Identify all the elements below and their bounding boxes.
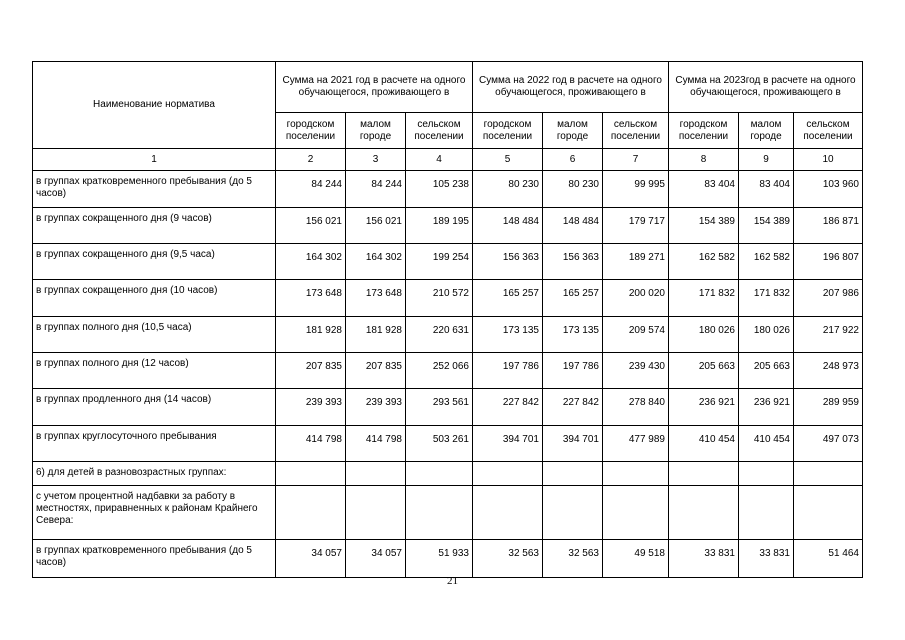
value-cell: 173 135 xyxy=(473,317,543,353)
value-cell: 33 831 xyxy=(739,540,794,578)
value-cell: 105 238 xyxy=(406,171,473,208)
row-name-cell: в группах полного дня (10,5 часа) xyxy=(33,317,276,353)
value-cell: 503 261 xyxy=(406,426,473,462)
value-cell: 49 518 xyxy=(603,540,669,578)
value-cell: 252 066 xyxy=(406,353,473,389)
value-cell: 207 835 xyxy=(346,353,406,389)
column-number: 4 xyxy=(406,149,473,171)
value-cell: 209 574 xyxy=(603,317,669,353)
value-cell: 165 257 xyxy=(543,280,603,317)
column-number: 1 xyxy=(33,149,276,171)
table-row xyxy=(33,426,863,462)
value-cell xyxy=(794,486,863,540)
table-row xyxy=(33,171,863,208)
value-cell: 80 230 xyxy=(543,171,603,208)
column-number: 8 xyxy=(669,149,739,171)
value-cell: 148 484 xyxy=(543,208,603,244)
value-cell: 84 244 xyxy=(276,171,346,208)
column-number: 6 xyxy=(543,149,603,171)
value-cell: 164 302 xyxy=(276,244,346,280)
value-cell: 156 363 xyxy=(473,244,543,280)
value-cell: 477 989 xyxy=(603,426,669,462)
value-cell: 171 832 xyxy=(739,280,794,317)
column-number: 7 xyxy=(603,149,669,171)
value-cell: 181 928 xyxy=(346,317,406,353)
value-cell: 32 563 xyxy=(473,540,543,578)
row-name-cell: в группах кратковременного пребывания (до 5 часов) xyxy=(33,171,276,208)
header-group-2021: Сумма на 2021 год в расчете на одного обучающегося, проживающего в xyxy=(276,62,473,113)
value-cell: 414 798 xyxy=(276,426,346,462)
value-cell xyxy=(473,486,543,540)
row-name-cell: 6) для детей в разновозрастных группах: xyxy=(33,462,276,486)
value-cell: 207 986 xyxy=(794,280,863,317)
header-name-cell: Наименование норматива xyxy=(33,62,276,149)
value-cell: 154 389 xyxy=(669,208,739,244)
table-row xyxy=(33,462,863,486)
value-cell: 51 464 xyxy=(794,540,863,578)
subcol-small-town: малом городе xyxy=(543,113,603,149)
value-cell: 148 484 xyxy=(473,208,543,244)
table-row xyxy=(33,486,863,540)
value-cell: 165 257 xyxy=(473,280,543,317)
value-cell: 205 663 xyxy=(739,353,794,389)
value-cell: 84 244 xyxy=(346,171,406,208)
normative-table xyxy=(32,61,863,578)
value-cell: 410 454 xyxy=(739,426,794,462)
value-cell: 173 648 xyxy=(346,280,406,317)
column-number: 9 xyxy=(739,149,794,171)
row-name-cell: в группах сокращенного дня (9 часов) xyxy=(33,208,276,244)
value-cell xyxy=(669,462,739,486)
value-cell xyxy=(669,486,739,540)
value-cell: 239 430 xyxy=(603,353,669,389)
header-row-groups xyxy=(33,62,863,113)
column-number: 10 xyxy=(794,149,863,171)
table-row xyxy=(33,208,863,244)
value-cell: 207 835 xyxy=(276,353,346,389)
value-cell: 171 832 xyxy=(669,280,739,317)
value-cell xyxy=(794,462,863,486)
value-cell: 210 572 xyxy=(406,280,473,317)
value-cell: 34 057 xyxy=(346,540,406,578)
value-cell: 162 582 xyxy=(669,244,739,280)
value-cell: 189 271 xyxy=(603,244,669,280)
value-cell: 289 959 xyxy=(794,389,863,426)
value-cell: 164 302 xyxy=(346,244,406,280)
subcol-urban: городском поселении xyxy=(276,113,346,149)
value-cell: 103 960 xyxy=(794,171,863,208)
value-cell: 227 842 xyxy=(473,389,543,426)
value-cell: 278 840 xyxy=(603,389,669,426)
value-cell: 217 922 xyxy=(794,317,863,353)
value-cell: 189 195 xyxy=(406,208,473,244)
value-cell: 34 057 xyxy=(276,540,346,578)
table-row xyxy=(33,244,863,280)
subcol-small-town: малом городе xyxy=(346,113,406,149)
value-cell: 83 404 xyxy=(739,171,794,208)
value-cell xyxy=(543,462,603,486)
value-cell: 179 717 xyxy=(603,208,669,244)
value-cell: 186 871 xyxy=(794,208,863,244)
value-cell: 33 831 xyxy=(669,540,739,578)
value-cell: 173 648 xyxy=(276,280,346,317)
value-cell: 196 807 xyxy=(794,244,863,280)
value-cell xyxy=(739,486,794,540)
value-cell xyxy=(603,486,669,540)
value-cell: 162 582 xyxy=(739,244,794,280)
value-cell: 180 026 xyxy=(739,317,794,353)
value-cell: 181 928 xyxy=(276,317,346,353)
table-row xyxy=(33,389,863,426)
value-cell: 154 389 xyxy=(739,208,794,244)
row-name-cell: в группах продленного дня (14 часов) xyxy=(33,389,276,426)
value-cell: 80 230 xyxy=(473,171,543,208)
value-cell xyxy=(346,462,406,486)
column-number: 2 xyxy=(276,149,346,171)
subcol-rural: сельском поселении xyxy=(406,113,473,149)
page-number: 21 xyxy=(447,575,458,587)
value-cell: 394 701 xyxy=(473,426,543,462)
value-cell xyxy=(543,486,603,540)
value-cell: 197 786 xyxy=(543,353,603,389)
table-row xyxy=(33,317,863,353)
value-cell: 156 021 xyxy=(346,208,406,244)
subcol-urban: городском поселении xyxy=(669,113,739,149)
row-name-cell: с учетом процентной надбавки за работу в местностях, приравненных к районам Крайнего Севера: xyxy=(33,486,276,540)
subcol-urban: городском поселении xyxy=(473,113,543,149)
value-cell: 180 026 xyxy=(669,317,739,353)
value-cell: 236 921 xyxy=(739,389,794,426)
column-number-row xyxy=(33,149,863,171)
row-name-cell: в группах круглосуточного пребывания xyxy=(33,426,276,462)
row-name-cell: в группах полного дня (12 часов) xyxy=(33,353,276,389)
value-cell: 99 995 xyxy=(603,171,669,208)
subcol-rural: сельском поселении xyxy=(603,113,669,149)
column-number: 3 xyxy=(346,149,406,171)
table-row xyxy=(33,540,863,578)
value-cell xyxy=(276,462,346,486)
value-cell: 239 393 xyxy=(346,389,406,426)
header-group-2022: Сумма на 2022 год в расчете на одного обучающегося, проживающего в xyxy=(473,62,669,113)
row-name-cell: в группах кратковременного пребывания (до 5 часов) xyxy=(33,540,276,578)
value-cell: 197 786 xyxy=(473,353,543,389)
table-row xyxy=(33,353,863,389)
value-cell: 227 842 xyxy=(543,389,603,426)
value-cell: 394 701 xyxy=(543,426,603,462)
value-cell xyxy=(406,486,473,540)
value-cell: 239 393 xyxy=(276,389,346,426)
value-cell: 200 020 xyxy=(603,280,669,317)
value-cell: 248 973 xyxy=(794,353,863,389)
value-cell xyxy=(276,486,346,540)
subcol-small-town: малом городе xyxy=(739,113,794,149)
value-cell: 173 135 xyxy=(543,317,603,353)
column-number: 5 xyxy=(473,149,543,171)
row-name-cell: в группах сокращенного дня (9,5 часа) xyxy=(33,244,276,280)
value-cell: 414 798 xyxy=(346,426,406,462)
value-cell: 51 933 xyxy=(406,540,473,578)
value-cell xyxy=(406,462,473,486)
value-cell: 293 561 xyxy=(406,389,473,426)
value-cell: 497 073 xyxy=(794,426,863,462)
value-cell: 156 363 xyxy=(543,244,603,280)
value-cell xyxy=(603,462,669,486)
value-cell: 83 404 xyxy=(669,171,739,208)
value-cell: 199 254 xyxy=(406,244,473,280)
value-cell: 205 663 xyxy=(669,353,739,389)
header-group-2023: Сумма на 2023год в расчете на одного обучающегося, проживающего в xyxy=(669,62,863,113)
value-cell xyxy=(473,462,543,486)
value-cell: 410 454 xyxy=(669,426,739,462)
row-name-cell: в группах сокращенного дня (10 часов) xyxy=(33,280,276,317)
value-cell: 156 021 xyxy=(276,208,346,244)
value-cell: 220 631 xyxy=(406,317,473,353)
value-cell: 236 921 xyxy=(669,389,739,426)
value-cell: 32 563 xyxy=(543,540,603,578)
value-cell xyxy=(346,486,406,540)
value-cell xyxy=(739,462,794,486)
table-row xyxy=(33,280,863,317)
subcol-rural: сельском поселении xyxy=(794,113,863,149)
